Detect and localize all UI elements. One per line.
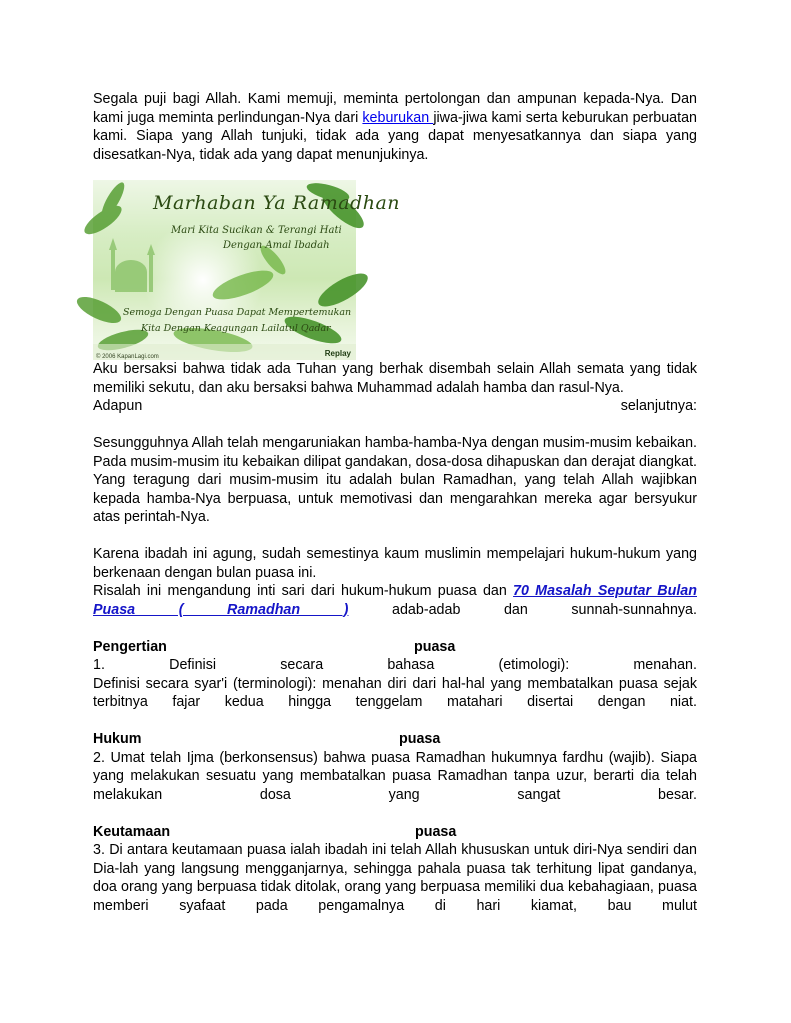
risalah-paragraph (93, 582, 697, 619)
adapun-right: selanjutnya: (620, 398, 697, 414)
keutamaan-heading (93, 823, 697, 842)
definisi-syari-paragraph: Definisi secara syar'i (terminologi): menahan diri dari hal-hal yang membatalkan puasa sejak terbitnya fajar kedua hingga tenggelam matahari disertai dengan niat. (93, 675, 697, 710)
item1-word-secara: secara (280, 657, 324, 673)
definisi-bahasa-line (93, 656, 697, 675)
hukum-heading-puasa: puasa (399, 731, 441, 747)
ramadhan-banner-image (93, 180, 401, 360)
adapun-left: Adapun (93, 398, 143, 414)
keutamaan-heading-word: Keutamaan (93, 823, 171, 840)
keburukan-link[interactable]: keburukan (362, 109, 434, 126)
keutamaan-paragraph: 3. Di antara keutamaan puasa ialah ibadah ini telah Allah khususkan untuk diri-Nya sendiri dan Dia-lah yang langsung mengganjarnya, sehingga pahala puasa tak terhitung lipat gandanya, doa orang yang berpuasa tidak ditolak, orang yang berpuasa memiliki dua kebahagiaan, puasa memberi syafaat pada pengamalnya di hari kiamat, bau mulut (93, 842, 697, 914)
banner-replay-button[interactable]: Replay (324, 349, 351, 358)
intro-text-1: Segala puji bagi Allah. Kami memuji, meminta pertolongan dan ampunan kepada-Nya. Dan kami juga meminta perlindungan-Nya dari (93, 91, 697, 126)
banner-copyright: © 2006 KapanLagi.com (96, 354, 159, 360)
banner-line-4: Kita Dengan Keagungan Lailatul Qadar (141, 323, 331, 334)
document-body (93, 90, 697, 915)
shahada-paragraph: Aku bersaksi bahwa tidak ada Tuhan yang berhak disembah selain Allah semata yang tidak memiliki sekutu, dan aku bersaksi bahwa Muhammad adalah hamba dan rasul-Nya. (93, 361, 697, 396)
70-masalah-link[interactable]: 70 Masalah Seputar Bulan Puasa ( Ramadhan ) (93, 583, 697, 618)
adapun-line (93, 397, 697, 416)
ibadah-agung-paragraph: Karena ibadah ini agung, sudah semestinya kaum muslimin mempelajari hukum-hukum yang berkenaan dengan bulan puasa ini. (93, 546, 697, 581)
item1-number: 1. (93, 657, 105, 673)
item1-word-definisi: Definisi (169, 657, 217, 673)
pengertian-heading-puasa: puasa (414, 638, 456, 655)
intro-text-2: jiwa-jiwa kami serta keburukan perbuatan kami. Siapa yang Allah tunjuki, tidak ada yang dapat menyesatkannya dan siapa yang disesatkan-Nya, tidak ada yang dapat menunjukinya. (93, 109, 697, 163)
keutamaan-heading-puasa: puasa (415, 823, 457, 840)
risalah-text-2: adab-adab dan sunnah-sunnahnya. (348, 601, 697, 618)
item1-word-etimologi: (etimologi): (498, 657, 570, 673)
risalah-text-1: Risalah ini mengandung inti sari dari hukum-hukum puasa dan (93, 583, 514, 599)
musim-kebaikan-paragraph: Sesungguhnya Allah telah mengaruniakan hamba-hamba-Nya dengan musim-musim kebaikan. Pada musim-musim itu kebaikan dilipat gandakan, dosa-dosa dihapuskan dan derajat diangkat. Yang teragung dari musim-musim itu adalah bulan Ramadhan, yang telah Allah wajibkan kepada hamba-Nya berpuasa, untuk memotivasi dan mengarahkan mereka agar bersyukur atas perintah-Nya. (93, 435, 698, 525)
hukum-paragraph: 2. Umat telah Ijma (berkonsensus) bahwa puasa Ramadhan hukumnya fardhu (wajib). Siapa yang melakukan sesuatu yang membatalkan puasa Ramadhan tanpa uzur, berarti dia telah melakukan dosa yang sangat besar. (93, 749, 697, 803)
intro-paragraph (93, 90, 697, 164)
pengertian-heading (93, 638, 697, 657)
banner-line-3: Semoga Dengan Puasa Dapat Mempertemukan (123, 307, 352, 318)
banner-line-1: Mari Kita Sucikan & Terangi Hati (171, 225, 342, 236)
hukum-heading (93, 730, 697, 749)
banner-line-2: Dengan Amal Ibadah (223, 240, 330, 251)
pengertian-heading-word: Pengertian (93, 638, 167, 655)
item1-word-bahasa: bahasa (387, 657, 435, 673)
banner-title: Marhaban Ya Ramadhan (153, 192, 401, 214)
item1-word-menahan: menahan. (633, 657, 697, 673)
hukum-heading-word: Hukum (93, 731, 142, 747)
